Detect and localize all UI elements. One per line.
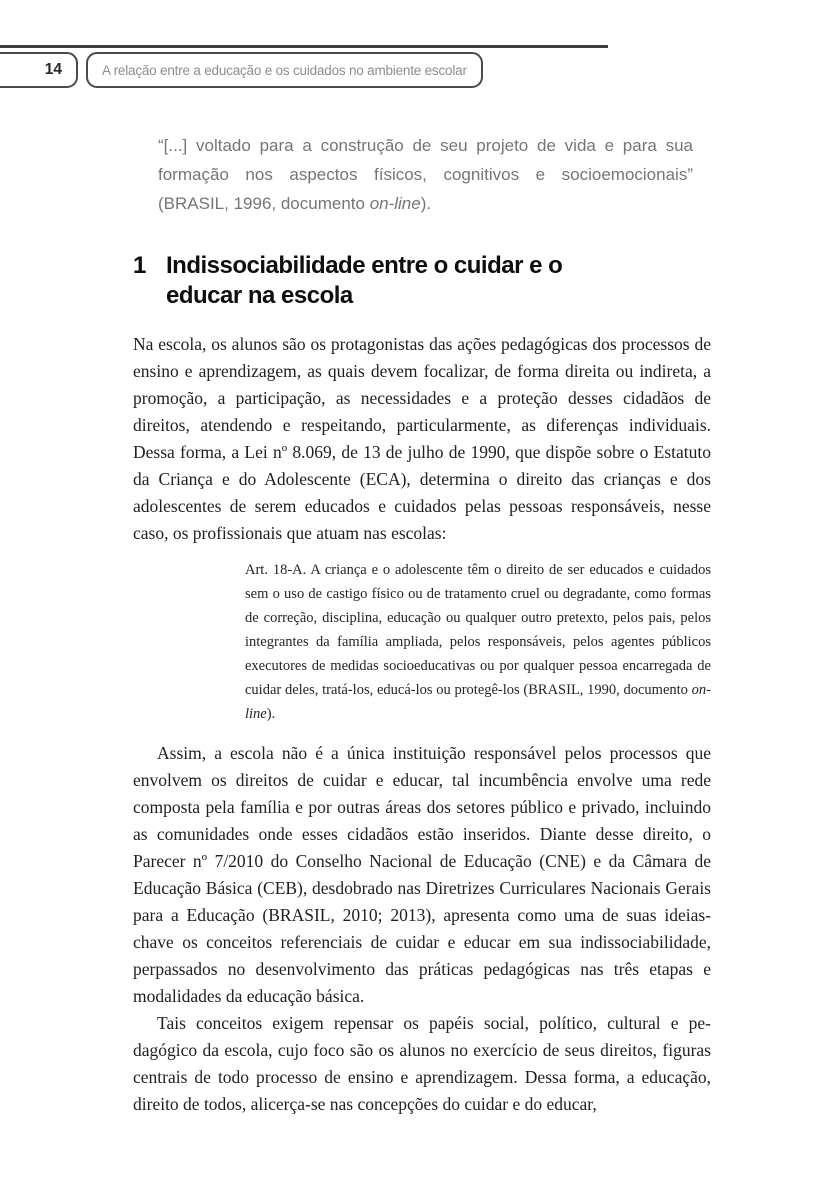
opening-quote-italic: on-line [369,194,421,213]
opening-quote [158,131,693,218]
section-number: 1 [133,252,146,279]
block-quote-text: Art. 18-A. A criança e o adolescente têm o direito de ser educados e cuidados sem o uso de castigo físico ou de tratamento cruel ou degradante, como formas de correção, disciplina, educação ou qualquer outro pretexto, pelos pais, pelos integrantes da família ampliada, pelos responsáveis, pelos agentes públicos executores de medidas socioeducativas ou por qualquer pessoa encarregada de cuidar deles, tratá-los, educá-los ou protegê-los (BRASIL, 1990, documento [245,562,711,698]
block-quote-closing: ). [266,706,276,722]
section-heading [133,251,606,311]
page-number-box [0,52,78,88]
paragraph: Assim, a escola não é a única instituição responsável pelos processos que envolvem os direitos de cuidar e educar, tal incumbência envolve uma rede composta pela família e por outras áreas dos setores público e privado, incluindo as comunidades onde esses cidadãos estão inseridos. Diante desse direito, o Parecer nº 7/2010 do Conselho Nacional de Educação (CNE) e da Câmara de Educação Básica (CEB), desdobrado nas Diretrizes Curriculares Nacionais Gerais para a Educação (BRASIL, 2010; 2013), apresenta como uma de suas ideias-chave os conceitos referenciais de cuidar e educar em sua indissociabilidade, perpassados no desenvolvimento das práticas pedagógicas nas três etapas e modalidades da educação básica. [133,743,711,1006]
header-rule [0,45,608,48]
opening-quote-text: “[...] voltado para a construção de seu projeto de vida e para sua formação nos aspectos físicos, cognitivos e socioemocionais” (BRASIL, 1996, documento [158,136,693,213]
body-text [133,331,711,1118]
block-quote-italic: on-line [245,682,711,722]
paragraph: Tais conceitos exigem repensar os papéis social, político, cultural e pedagógico da escola, cujo foco são os alunos no exercício de seus direitos, figuras centrais de todo processo de ensino e aprendizagem. Dessa forma, a educação, direito de todos, alicerça-se nas concepções do cuidar e do educar, [133,1013,711,1114]
paragraph: Na escola, os alunos são os protagonistas das ações pedagógicas dos processos de ensino e aprendizagem, as quais devem focalizar, de forma direita ou indireta, a promoção, a participação, as necessidades e a proteção desses cidadãos de direitos, atendendo e respeitando, particularmente, as diferenças individuais. Dessa forma, a Lei nº 8.069, de 13 de julho de 1990, que dispõe sobre o Estatuto da Criança e do Adolescente (ECA), determina o direito das crianças e dos adolescentes de serem educados e cuidados pelas pessoas responsáveis, nesse caso, os profissionais que atuam nas escolas: [133,334,711,543]
running-title-box [86,52,483,88]
opening-quote-closing: ). [420,194,432,213]
block-quote [245,558,711,726]
running-title: A relação entre a educação e os cuidados no ambiente escolar [102,62,467,78]
section-title: Indissociabilidade entre o cuidar e o educar na escola [166,252,563,309]
page-number: 14 [44,61,62,78]
